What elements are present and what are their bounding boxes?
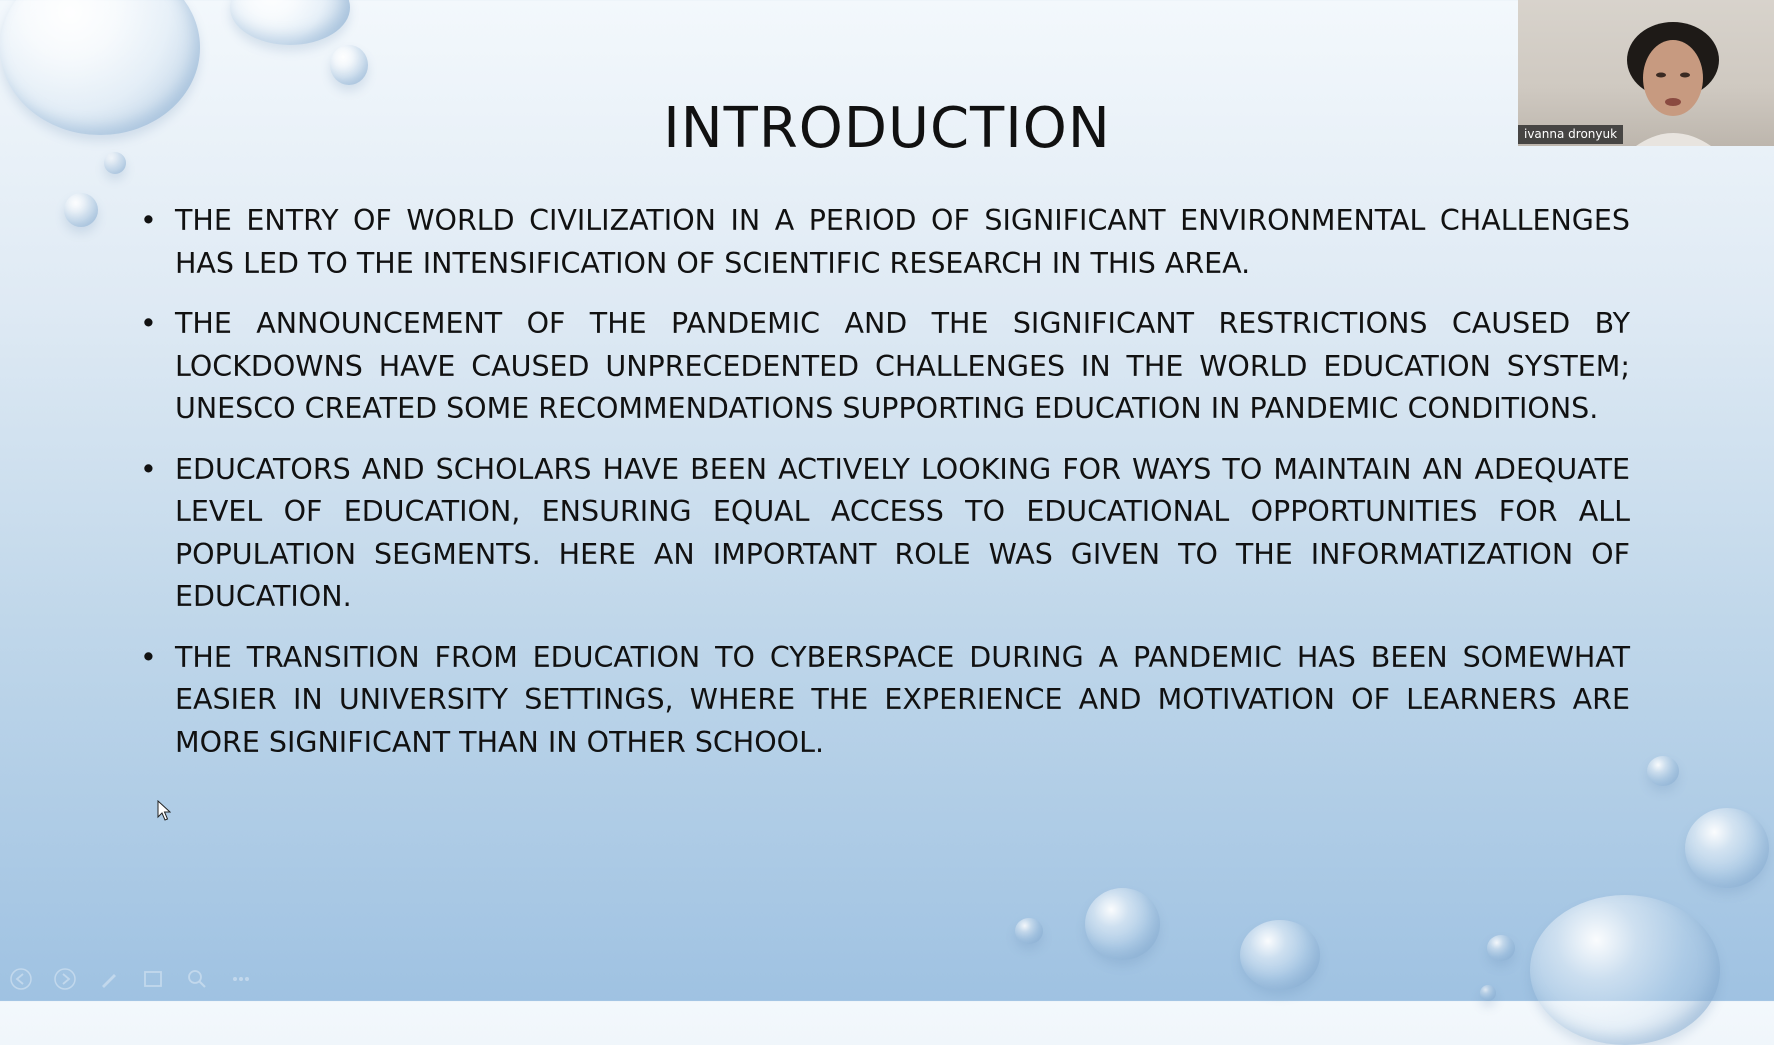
bullet-list <box>140 200 1630 782</box>
bullet-symbol: • <box>140 204 157 237</box>
bullet-text: THE ANNOUNCEMENT OF THE PANDEMIC AND THE SIGNIFICANT RESTRICTIONS CAUSED BY LOCKDOWNS HAVE CAUSED UNPRECEDENTED CHALLENGES IN THE WORLD EDUCATION SYSTEM; UNESCO CREATED SOME RECOMMENDATIONS SUPPORTING EDUCATION IN PANDEMIC CONDITIONS. <box>175 307 1630 425</box>
bullet-item <box>140 637 1630 765</box>
pen-icon[interactable] <box>98 968 120 990</box>
water-drop-decoration <box>1487 935 1515 961</box>
bullet-text: THE ENTRY OF WORLD CIVILIZATION IN A PERIOD OF SIGNIFICANT ENVIRONMENTAL CHALLENGES HAS LED TO THE INTENSIFICATION OF SCIENTIFIC RESEARCH IN THIS AREA. <box>175 204 1630 280</box>
water-drop-decoration <box>330 45 368 85</box>
zoom-icon[interactable] <box>186 968 208 990</box>
water-drop-decoration <box>1685 808 1769 888</box>
slide-title: INTRODUCTION <box>663 96 1111 161</box>
bullet-text: EDUCATORS AND SCHOLARS HAVE BEEN ACTIVELY LOOKING FOR WAYS TO MAINTAIN AN ADEQUATE LEVEL OF EDUCATION, ENSURING EQUAL ACCESS TO EDUCATIONAL OPPORTUNITIES FOR ALL POPULATION SEGMENTS. HERE AN IMPORTANT ROLE WAS GIVEN TO THE INFORMATIZATION OF EDUCATION. <box>175 452 1630 613</box>
water-drop-decoration <box>230 0 350 45</box>
bullet-item <box>140 449 1630 619</box>
more-icon[interactable] <box>230 968 252 990</box>
previous-icon[interactable] <box>10 968 32 990</box>
water-drop-decoration <box>1015 918 1043 944</box>
bullet-symbol: • <box>140 452 157 486</box>
bullet-item <box>140 303 1630 431</box>
next-icon[interactable] <box>54 968 76 990</box>
water-drop-decoration <box>1240 920 1320 990</box>
water-drop-decoration <box>1530 895 1720 1045</box>
bullet-text: THE TRANSITION FROM EDUCATION TO CYBERSPACE DURING A PANDEMIC HAS BEEN SOMEWHAT EASIER IN UNIVERSITY SETTINGS, WHERE THE EXPERIENCE AND MOTIVATION OF LEARNERS ARE MORE SIGNIFICANT THAN IN OTHER SCHOOL. <box>175 640 1630 759</box>
bullet-item <box>140 200 1630 285</box>
water-drop-decoration <box>1480 985 1496 1001</box>
water-drop-decoration <box>64 193 98 227</box>
mouse-cursor-icon <box>157 800 171 822</box>
bullet-symbol: • <box>140 307 157 340</box>
participant-name-label: ivanna dronyuk <box>1518 125 1623 144</box>
slideshow-toolbar <box>10 968 252 990</box>
water-drop-decoration <box>1647 756 1679 786</box>
participant-video[interactable] <box>1518 0 1774 146</box>
slides-icon[interactable] <box>142 968 164 990</box>
bullet-symbol: • <box>140 640 157 674</box>
water-drop-decoration <box>1085 888 1160 960</box>
participant-avatar-icon <box>1626 20 1721 146</box>
